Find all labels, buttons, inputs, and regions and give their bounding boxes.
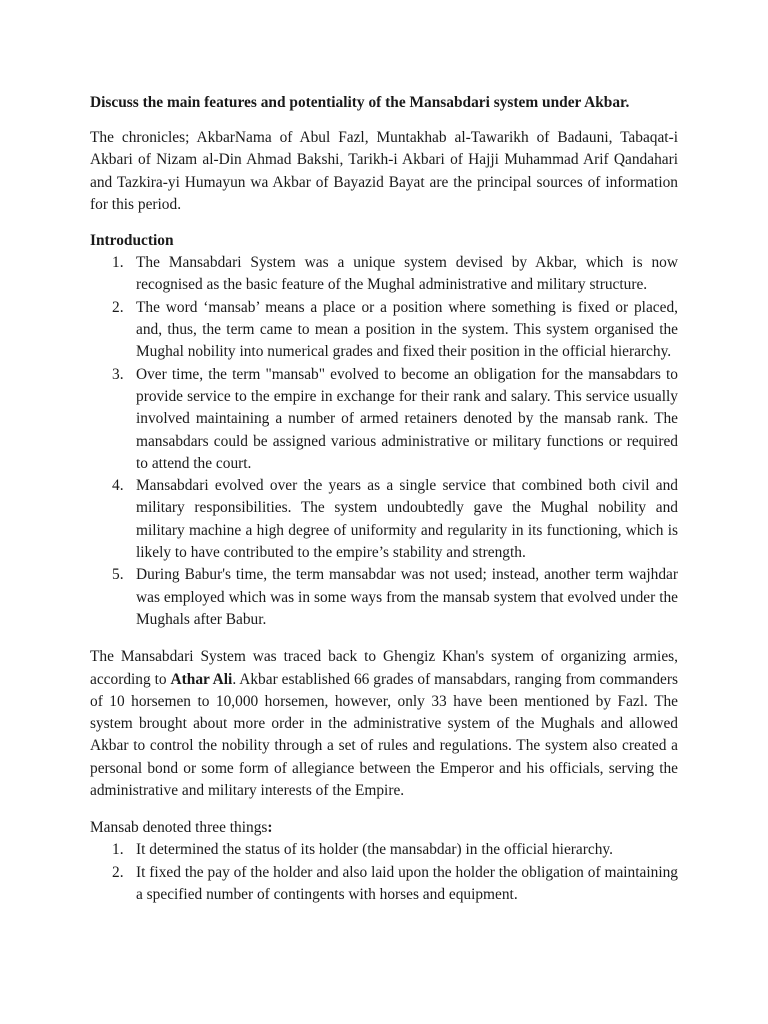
list-item bbox=[90, 252, 678, 297]
list-item bbox=[90, 862, 678, 907]
list-item-text: It determined the status of its holder (the mansabdar) in the official hierarchy. bbox=[136, 841, 613, 859]
list-item-text: The word ‘mansab’ means a place or a position where something is fixed or placed, and, thus, the term came to mean a position in the system. This system organised the Mughal nobility into numerical grades and fixed their position in the official hierarchy. bbox=[136, 298, 678, 361]
history-text-before: The Mansabdari System was traced back to Ghengiz Khan's system of organizing armies, according to bbox=[90, 648, 678, 688]
list-item bbox=[90, 475, 678, 564]
sources-paragraph: The chronicles; AkbarNama of Abul Fazl, Muntakhab al-Tawarikh of Badauni, Tabaqat-i Akbari of Nizam al-Din Ahmad Bakshi, Tarikh-i Akbari of Hajji Muhammad Arif Qandahari and Tazkira-yi Humayun wa Akbar of Bayazid Bayat are the principal sources of information for this period. bbox=[90, 129, 678, 213]
list-item-number: 5. bbox=[112, 566, 124, 584]
history-text-after: . Akbar established 66 grades of mansabdars, ranging from commanders of 10 horsemen to 10,000 horsemen, however, only 33 have been mentioned by Fazl. The system brought about more order in the administrative system of the Mughals and allowed Akbar to control the nobility through a set of rules and regulations. The system also created a personal bond or some form of allegiance between the Emperor and his officials, serving the administrative and military interests of the Empire. bbox=[90, 670, 678, 800]
list-item-number: 3. bbox=[112, 365, 124, 383]
list-item-text: Mansabdari evolved over the years as a single service that combined both civil and military responsibilities. The system undoubtedly gave the Mughal nobility and military machine a high degree of uniformity and regularity in its functioning, which is likely to have contributed to the empire’s stability and strength. bbox=[136, 477, 678, 562]
list-item-text: Over time, the term "mansab" evolved to become an obligation for the mansabdars to provide service to the empire in exchange for their rank and salary. This service usually involved maintaining a number of armed retainers denoted by the mansab rank. The mansabdars could be assigned various administrative or military functions or required to attend the court. bbox=[136, 365, 678, 472]
list-item-number: 4. bbox=[112, 477, 124, 495]
list-item-number: 1. bbox=[112, 841, 124, 859]
document-page bbox=[90, 92, 678, 906]
list-item-text: The Mansabdari System was a unique system devised by Akbar, which is now recognised as the basic feature of the Mughal administrative and military structure. bbox=[136, 254, 678, 294]
list-item-number: 1. bbox=[112, 254, 124, 272]
introduction-list bbox=[90, 252, 678, 631]
introduction-heading: Introduction bbox=[90, 232, 174, 250]
three-things-colon: : bbox=[267, 819, 273, 837]
list-item-number: 2. bbox=[112, 298, 124, 316]
document-title: Discuss the main features and potentiality of the Mansabdari system under Akbar. bbox=[90, 94, 630, 111]
three-things-label: Mansab denoted three things bbox=[90, 819, 268, 837]
list-item bbox=[90, 297, 678, 364]
athar-ali-name: Athar Ali bbox=[170, 670, 233, 688]
list-item-text: It fixed the pay of the holder and also laid upon the holder the obligation of maintaining a specified number of contingents with horses and equipment. bbox=[136, 863, 678, 903]
list-item bbox=[90, 839, 678, 861]
list-item bbox=[90, 364, 678, 475]
history-paragraph bbox=[90, 646, 678, 802]
list-item-number: 2. bbox=[112, 863, 124, 881]
three-things-intro bbox=[90, 817, 678, 839]
list-item bbox=[90, 564, 678, 631]
list-item-text: During Babur's time, the term mansabdar was not used; instead, another term wajhdar was employed which was in some ways from the mansab system that evolved under the Mughals after Babur. bbox=[136, 566, 678, 628]
three-things-list bbox=[90, 839, 678, 906]
